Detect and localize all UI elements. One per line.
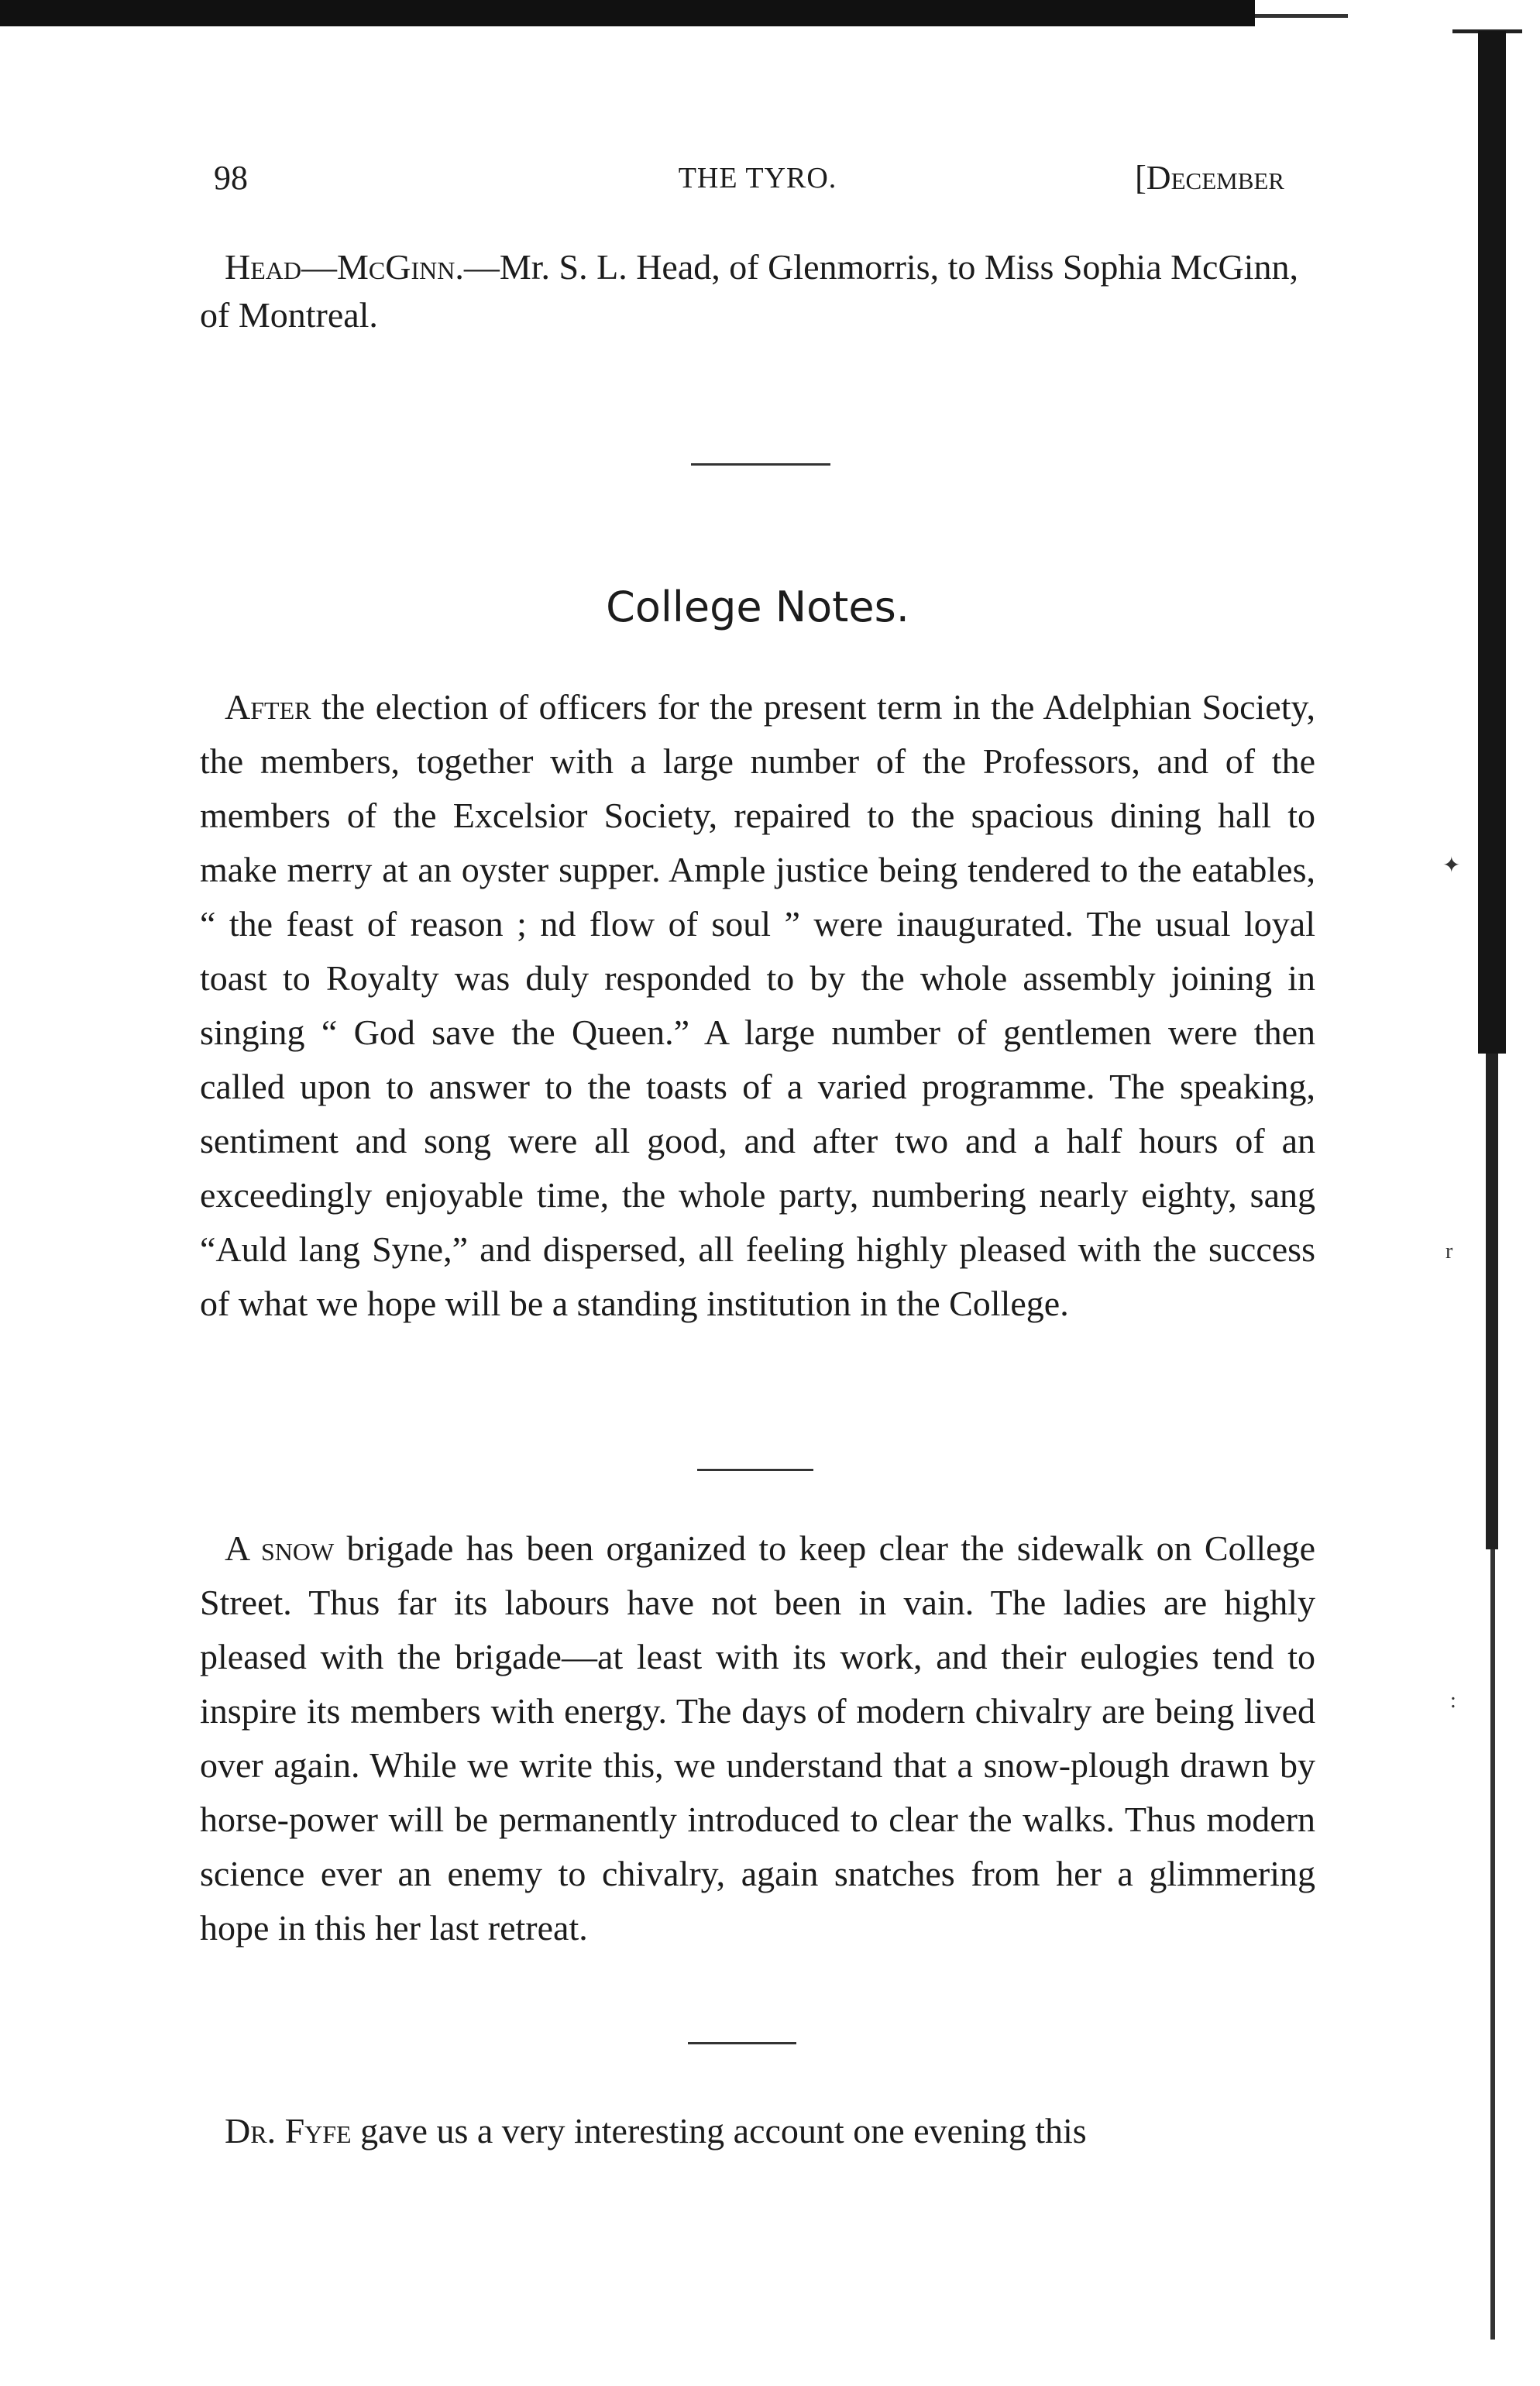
paragraph-lead: After <box>225 687 311 727</box>
section-title: College Notes. <box>606 583 909 631</box>
paragraph-oyster-supper <box>200 680 1315 1331</box>
notice-text: —Mr. S. L. Head, of Glenmorris, to Miss Sophia McGinn, of Montreal. <box>200 247 1298 335</box>
paragraph-text: the election of officers for the present term in the Adelphian Society, the members, together with a large number of the Professors, and of the members of the Excelsior Society, repaired to the spacious dining hall to make merry at an oyster supper. Ample justice being tendered to the eatables, “ the feast of reason ; nd flow of soul ” were inaugurated. The usual loyal toast to Royalty was duly responded to by the whole assembly joining in singing “ God save the Queen.” A large number of gentlemen were then called upon to answer to the toasts of a varied programme. The speaking, sentiment and song were all good, and after two and a half hours of an exceedingly enjoyable time, the whole party, numbering nearly eighty, sang “Auld lang Syne,” and dispersed, all feeling highly pleased with the success of what we hope will be a standing institution in the College. <box>200 687 1315 1323</box>
paragraph-text: gave us a very interesting account one evening this <box>351 2111 1087 2150</box>
scan-border-top <box>0 0 1255 26</box>
margin-mark: r <box>1445 1239 1453 1263</box>
scan-edge-bar-lower <box>1486 1054 1498 1549</box>
notice-names: Head—McGinn. <box>225 247 464 287</box>
marriage-notice <box>200 243 1315 339</box>
running-title: THE TYRO. <box>678 162 837 194</box>
margin-mark: ✦ <box>1442 854 1461 878</box>
page-number: 98 <box>214 159 248 197</box>
scan-edge-bar <box>1478 31 1506 1054</box>
paragraph-lead: Dr. Fyfe <box>225 2111 352 2150</box>
divider-rule <box>691 463 830 466</box>
paragraph-dr-fyfe <box>200 2104 1315 2158</box>
scan-edge-bar-bottom <box>1490 1549 1495 2340</box>
scan-border-top-tail <box>1255 14 1348 18</box>
paragraph-text: brigade has been organized to keep clear the sidewalk on College Street. Thus far its labours have not been in vain. The ladies are highly pleased with the brigade—at least with its work, and their eulogies tend to inspire its members with energy. The days of modern chivalry are being lived over again. While we write this, we understand that a snow-plough drawn by horse-power will be permanently introduced to clear the walks. Thus modern science ever an enemy to chivalry, again snatches from her a glimmering hope in this her last retreat. <box>200 1528 1315 1948</box>
page-header <box>200 158 1315 205</box>
margin-mark: : <box>1450 1689 1456 1713</box>
section-month: [December <box>1135 159 1284 197</box>
divider-rule <box>688 2042 796 2044</box>
paragraph-lead: A snow <box>225 1528 335 1568</box>
divider-rule <box>697 1469 813 1471</box>
paragraph-snow-brigade <box>200 1521 1315 1955</box>
